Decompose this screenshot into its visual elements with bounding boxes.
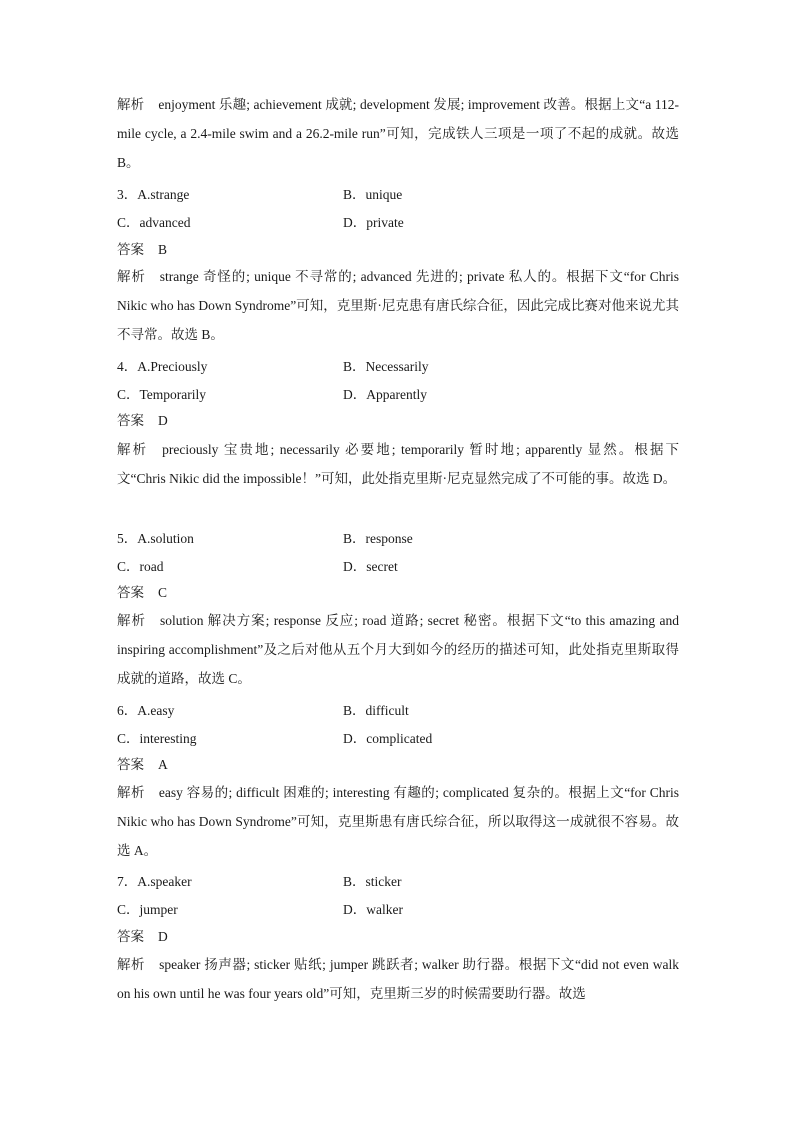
option-c: C．interesting — [117, 730, 197, 746]
options-q5 — [117, 525, 679, 580]
option-a: 6．A.easy — [117, 703, 175, 718]
analysis-text: easy 容易的; difficult 困难的; interesting 有趣的; complicated 复杂的。根据上文“for Chris Nikic who has Down Syndrome”可知，克里斯患有唐氏综合征，所以取得这一成就很不容易。故选 A。 — [117, 785, 680, 858]
option-d: D．complicated — [343, 730, 433, 746]
options-q6 — [117, 697, 679, 752]
option-row — [117, 725, 679, 753]
analysis-text: solution 解决方案; response 反应; road 道路; secret 秘密。根据下文“to this amazing and inspiring accomplishment”及之后对他从五个月大到如今的经历的描述可知，此处指克里斯取得成就的道路，故选 C。 — [117, 613, 679, 686]
analysis-text: enjoyment 乐趣; achievement 成就; development 发展; improvement 改善。根据上文“a 112-mile cycle, a 2.4-mile swim and a 26.2-mile run”可知，完成铁人三项是一项了不起的成就。故选 B。 — [117, 97, 680, 170]
option-d: D．Apparently — [343, 386, 427, 402]
answer-q7 — [117, 927, 168, 947]
option-c: C．Temporarily — [117, 386, 207, 402]
option-d: D．private — [343, 214, 404, 230]
answer-value: D — [158, 929, 168, 944]
analysis-label: 解析 — [117, 613, 146, 628]
option-row — [117, 381, 679, 409]
analysis-label: 解析 — [117, 269, 146, 284]
option-c: C．advanced — [117, 214, 191, 230]
analysis-q7 — [117, 950, 679, 1008]
document-page — [117, 0, 679, 1123]
answer-label: 答案 — [117, 929, 144, 944]
option-b: B．unique — [343, 187, 403, 202]
answer-value: C — [158, 585, 168, 600]
answer-label: 答案 — [117, 757, 144, 772]
option-row — [117, 353, 679, 381]
option-row — [117, 525, 679, 553]
answer-value: B — [158, 242, 168, 257]
answer-q3 — [117, 240, 167, 260]
option-row — [117, 181, 679, 209]
answer-q4 — [117, 411, 168, 431]
option-c: C．road — [117, 558, 164, 574]
answer-value: A — [158, 757, 168, 772]
option-d: D．secret — [343, 558, 398, 574]
option-row — [117, 697, 679, 725]
option-row — [117, 209, 679, 237]
analysis-label: 解析 — [117, 785, 145, 800]
option-b: B．difficult — [343, 703, 409, 718]
analysis-q5 — [117, 606, 679, 693]
option-d: D．walker — [343, 901, 403, 917]
option-row — [117, 553, 679, 581]
answer-value: D — [158, 413, 168, 428]
option-a: 5．A.solution — [117, 531, 194, 546]
answer-label: 答案 — [117, 413, 144, 428]
answer-label: 答案 — [117, 585, 144, 600]
options-q4 — [117, 353, 679, 408]
option-a: 3．A.strange — [117, 187, 190, 202]
option-b: B．sticker — [343, 874, 402, 889]
analysis-q3 — [117, 262, 679, 349]
analysis-text: speaker 扬声器; sticker 贴纸; jumper 跳跃者; walker 助行器。根据下文“did not even walk on his own until he was four years old”可知，克里斯三岁的时候需要助行器。故选 — [117, 957, 680, 1001]
option-b: B．response — [343, 531, 413, 546]
analysis-label: 解析 — [117, 957, 146, 972]
analysis-q4 — [117, 435, 679, 493]
options-q7 — [117, 868, 679, 923]
analysis-text: preciously 宝贵地; necessarily 必要地; temporarily 暂时地; apparently 显然。根据下文“Chris Nikic did the impossible！”可知，此处指克里斯·尼克显然完成了不可能的事。故选 D。 — [117, 442, 680, 486]
analysis-text: strange 奇怪的; unique 不寻常的; advanced 先进的; private 私人的。根据下文“for Chris Nikic who has Down Syndrome”可知，克里斯·尼克患有唐氏综合征，因此完成比赛对他来说尤其不寻常。故选 B。 — [117, 269, 680, 342]
answer-q6 — [117, 755, 168, 775]
option-row — [117, 896, 679, 924]
option-row — [117, 868, 679, 896]
analysis-label: 解析 — [117, 97, 145, 112]
answer-q5 — [117, 583, 167, 603]
analysis-label: 解析 — [117, 442, 149, 457]
option-a: 7．A.speaker — [117, 874, 192, 889]
option-b: B．Necessarily — [343, 359, 429, 374]
options-q3 — [117, 181, 679, 236]
answer-label: 答案 — [117, 242, 144, 257]
option-a: 4．A.Preciously — [117, 359, 208, 374]
analysis-q2 — [117, 90, 679, 177]
analysis-q6 — [117, 778, 679, 865]
option-c: C．jumper — [117, 901, 178, 917]
